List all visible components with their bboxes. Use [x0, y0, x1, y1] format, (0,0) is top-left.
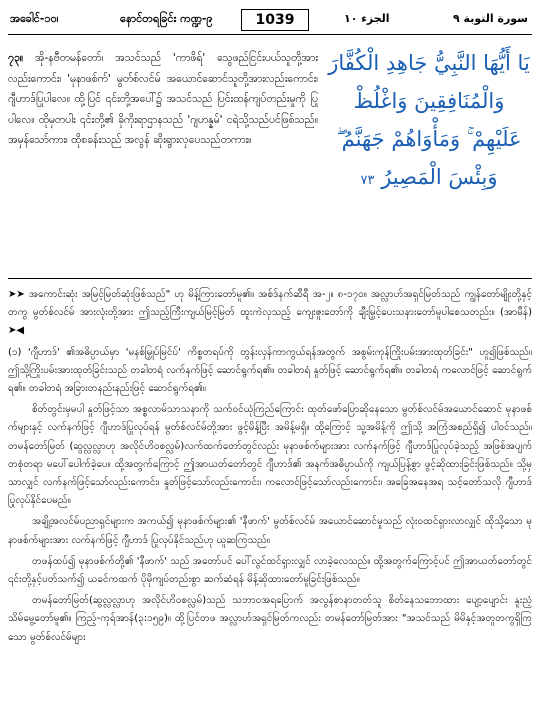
translation-text: အို-နဗီတမန်တော်၊ အသင်သည် 'ကာဖိရ်' သွေဖည်ငြင်းပယ်သူတို့အားလည်းကောင်း၊ 'မုနာဖစ်က်' မွတ်စ်လင်မ် အယောင်ဆောင်သူတို့အားလည်းကောင်း၊ ဂျီဟာဒ်ပြုပါလေ။ ထို့ပြင် ၎င်းတို့အပေါ်၌ အသင်သည် ပြင်းထန်ကျပ်တည်းမှုကို ပြုပါလေ။ ထိုမှတပါး ၎င်းတို့၏ ခိုကိုးရာဌာနသည် 'ဂျဟန္နမ်' ငရဲသို့သည်ပင်ဖြစ်သည်။ အမှန်သော်ကား၊ ထိုစခန်းသည် အလွန် ဆိုးရွားလှပေသည်တကား။ — [8, 52, 318, 146]
arabic-line — [326, 158, 532, 200]
arrow-marker-end-icon: ➤◀ — [8, 325, 25, 337]
arabic-line: وَالْمُنَافِقِينَ وَاغْلُظْ — [353, 89, 505, 113]
arabic-verse — [326, 44, 532, 200]
juz-label-arabic: الجزء ١٠ — [344, 12, 390, 25]
verse-number: ၇၃။ — [8, 52, 23, 64]
page-header — [8, 8, 532, 35]
page-number: 1039 — [241, 9, 309, 31]
commentary-paragraph: အချို့အလင်မ်ပညာရှင်များက အကယ်၍ မုနာဖစ်က်များ၏ 'နီဖာက်' မွတ်စ်လင်မ် အယောင်ဆောင်မှုသည် လုံးဝထင်ရှားလာလျှင် ထိုသို့သော မုနာဖစ်က်များအား လက်နက်ဖြင့် ဂျီဟာဒ် ပြုလုပ်နိုင်သည်ဟု ယူဆကြသည်။ — [8, 516, 532, 546]
commentary-paragraph: တမန်တော်မြတ်(ဆွလ္လလ္လာဟု အလိုင်ဟိဝစလ္လမ်)သည် သဘာဝအရပြောက် အလွန်စာနာတတ်သူ စိတ်နေသဘောထား ပျော့ပျောင်း နူးညံ့သိမ်မွေ့တော်မူ၏။ ကြည့်-ကုရ်အာန်(၃:၁၅၉)။ ထို့ပြင်တဖ အလ္လာဟ်အရှင်မြတ်ကလည်း တမန်တော်မြတ်အား "အသင်သည် မိမိနှင့်အတူတကွရှိကြသော မွတ်စ်လင်မ်များ — [8, 595, 532, 643]
part-label: အခေါင်-၁၀၊ — [10, 12, 59, 25]
section-divider — [8, 278, 532, 279]
commentary-paragraph: (၁) 'ဂျီဟာဒ်' ၏အဓိပ္ပာယ်မှာ 'မနစ်မြှုပ်မြင်ပ်' ကိစ္စတရပ်ကို တွန်းလှန်ကာကွယ်ရန်အတွက် အစွမ်းကုန်ကြိုးပမ်းအားထုတ်ခြင်း" ဟူ၍ဖြစ်သည်။ ဤသို့ကြိုးပမ်းအားထုတ်ခြင်းသည် တခါတရံ လက်နက်ဖြင့် ဆောင်ရွက်ရ၏။ တခါတရံ နှုတ်ဖြင့် ဆောင်ရွက်ရ၏။ တခါတရံ ကလောင်ဖြင့် ဆောင်ရွက်ရ၏။ တခါတရံ အခြားတနည်းနည်းဖြင့် ဆောင်ရွက်ရ၏။ — [8, 346, 532, 395]
arabic-line: عَلَيْهِمْ ۚ وَمَأْوَاهُمْ جَهَنَّمُ ۖ — [336, 127, 522, 151]
verse-block — [8, 44, 532, 272]
commentary-paragraph: တဖန်ထပ်၍ မုနာဖစ်က်တို့၏ 'နီဖာက်' သည် အတော်ပင် ပေါ်လွင်ထင်ရှားလျှင် လာခဲ့လေသည်။ ထို့အတွက်ကြောင့်ပင် ဤအာယတ်တော်တွင် ၎င်းတို့နှင့်ပတ်သက်၍ ယခင်ကထက် ပိုမိုကျပ်တည်းစွာ ဆက်ဆံရန် မိန့်ဆိုထားတော်မူခြင်းဖြစ်သည်။ — [8, 555, 532, 586]
verse-translation — [8, 48, 318, 151]
surah-name-arabic: سورة التوبة ٩ — [452, 12, 528, 25]
arabic-line: يَا أَيُّهَا النَّبِيُّ جَاهِدِ الْكُفَّارَ — [328, 51, 530, 75]
commentary-paragraph: စိတ်တွင်းမှမပါ နှုတ်ဖြင့်သာ အစ္စလာမ်သာသနာကို သက်ဝင်ယုံကြည်ကြောင်း ထုတ်ဖော်ပြောဆိုနေသော မွတ်စ်လင်မ်အယောင်ဆောင် မုနာဖစ်က်များနှင့် လက်နက်ဖြင့် ဂျီဟာဒ်ပြုလုပ်ရန် မွတ်စ်လင်မ်တို့အား ဖွင့်မိန့်ပြီး အမိန့်မရှိ။ ထို့ကြောင့် သူ့အမိန့်ကို ဤသို့ အကြံအစည်ရှိ၍ ပါဝင်သည်။ တမန်တော်မြတ် (ဆွလ္လလ္လာဟု အလိုင်ဟိဝစလ္လမ်)လက်ထက်တော်တွင်လည်း မုနာဖစ်က်များအား လက်နက်ဖြင့် ဂျီဟာဒ်ပြုလုပ်ခဲ့သည့် အဖြစ်အပျက်တစုံတရာ မပေါ်ပေါက်ခဲ့ပေ။ ထို့အတွက်ကြောင့် ဤအာယတ်တော်တွင် ဂျီဟာဒ်၏ အနက်အဓိပ္ပာယ်ကို ကျယ်ပြန့်စွာ ဖွင့်ဆိုထားခြင်းဖြစ်သည်။ သို့မှသာလျှင် လက်နက်ဖြင့်သော်လည်းကောင်း၊ နှုတ်ဖြင့်သော်လည်းကောင်း၊ ကလောင်ဖြင့်သော်လည်းကောင်း၊ အခြေအနေအရ သင့်တော်သလို ဂျီဟာဒ်ပြုလုပ်နိုင်ပေမည်။ — [8, 404, 532, 507]
ayah-number-mark: ٧٣ — [360, 173, 375, 188]
commentary-paragraph: အကောင်းဆုံး အမြင့်မြတ်ဆုံးဖြစ်သည်" ဟု မိန့်ကြားတော်မူ၏။ အစ်ဒ်နက်ဆီရီ အ-၂။ ၈-၁၇၀။ အလ္လာဟ်အရှင်မြတ်သည် ကျွန်တော်မျိုးတို့နှင့်တကွ မွတ်စ်လင်မ် အားလုံးတို့အား ဤသည့်ကြီးကျယ်မြင့်မြတ် ထူးကဲလှသည့် ကျေးဇူးတော်ကို ချီးမြှင့်ပေးသနားတော်မူပါစေသတည်း။ (အာမီန်) — [8, 289, 532, 319]
page — [8, 8, 532, 706]
commentary — [8, 286, 532, 650]
arabic-line-text: وَبِئْسَ الْمَصِيرُ — [381, 165, 498, 189]
surah-name-burmese: နောင်တရခြင်း ကဏ္ဍ-၉ — [120, 12, 213, 25]
arrow-marker-icon: ➤➤ — [8, 289, 25, 300]
